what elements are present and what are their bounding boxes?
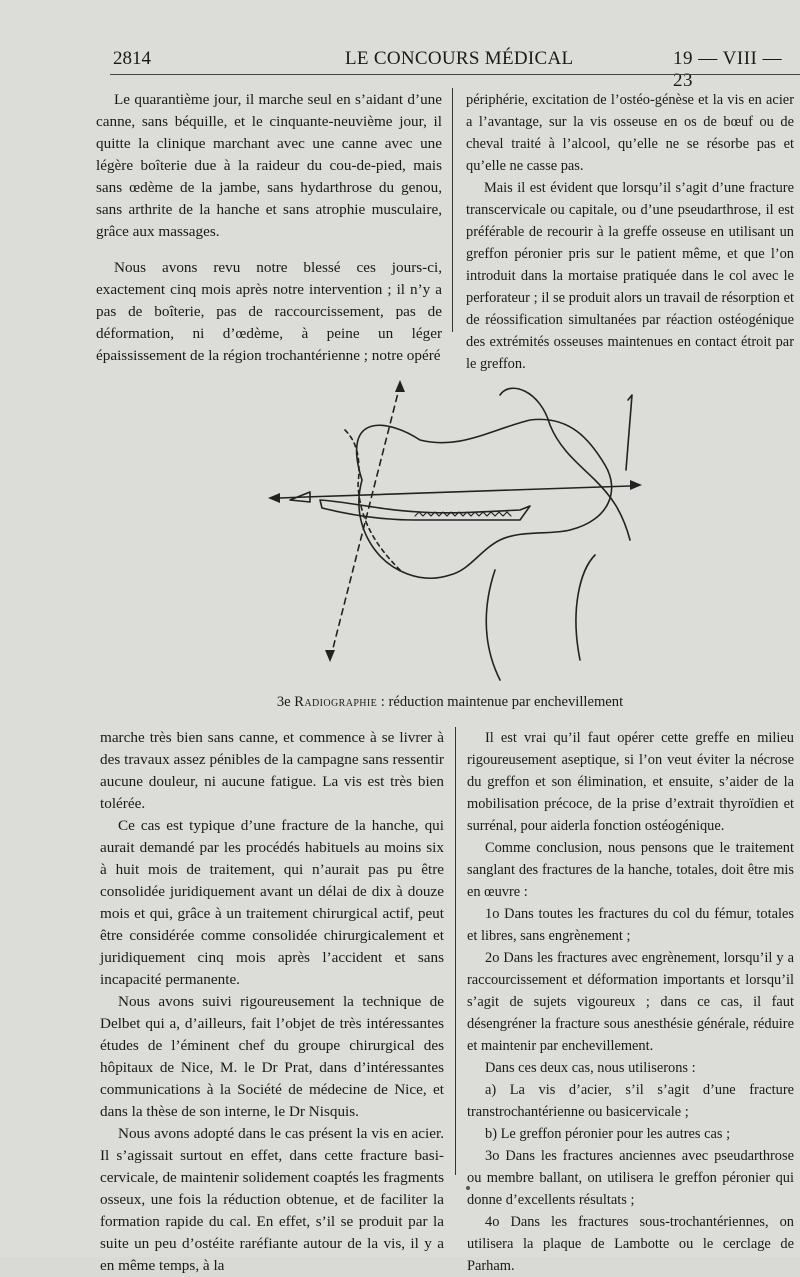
- ink-dot: [466, 1186, 470, 1190]
- screw-thread: [320, 500, 530, 520]
- paragraph: Comme conclusion, nous pensons que le traitement sanglant des fractures de la hanche, totales, doit être mis en œuvre :: [467, 840, 794, 900]
- list-item: 3o Dans les fractures anciennes avec pseudarthrose ou membre ballant, on utilisera le greffon péronier qui donne d’excellents résultats ;: [467, 1148, 794, 1208]
- femur-head-outline: [357, 419, 612, 578]
- caption-number: 3e: [276, 694, 291, 710]
- paragraph: Mais il est évident que lorsqu’il s’agit d’une fracture transcervicale ou capitale, ou d’une pseudarthrose, il est préférable de recourir à la greffe osseuse en utilisant un greffon péronier pris sur le patient même, et que l’on introduit dans la mortaise pratiquée dans le col avec le perforateur ; il se produit alors un travail de résorption et de réossification simultanées par réaction ostéogénique des extrémités osseuses maintenues en contact étroit par le greffon.: [466, 180, 794, 372]
- paragraph: Nous avons revu notre blessé ces jours-ci, exactement cinq mois après notre intervention ; il n’y a pas de boîterie, pas de raccourcissement, pas de déformation, ni d’œdème, à peine un léger épaississement de la région trochantérienne ; notre opéré: [96, 259, 442, 364]
- column-top-left: [96, 89, 442, 367]
- screw-shaft: [305, 486, 630, 497]
- column-bottom-right: [467, 727, 794, 1277]
- paragraph: Le quarantième jour, il marche seul en s’aidant d’une canne, sans béquille, et le cinquante-neuvième jour, il quitte la clinique marchant avec une canne avec une légère boîterie due à la raideur du cou-de-pied, mais sans œdème de la jambe, sans hydarthrose du genou, sans arthrite de la hanche et sans atrophie musculaire, grâce aux massages.: [96, 91, 442, 240]
- column-bottom-left: [100, 727, 444, 1277]
- issue-date: 19 — VIII — 23: [673, 48, 783, 91]
- list-item: 1o Dans toutes les fractures du col du fémur, totales et libres, sans engrènement ;: [467, 906, 794, 944]
- list-item: a) La vis d’acier, s’il s’agit d’une fracture transtrochantérienne ou basicervicale ;: [467, 1082, 794, 1120]
- list-item: b) Le greffon péronier pour les autres cas ;: [485, 1126, 731, 1142]
- femoral-shaft-left: [486, 570, 500, 680]
- figure-caption: [100, 694, 800, 711]
- arrow-left-head: [268, 493, 280, 503]
- pelvis-outline: [626, 395, 632, 470]
- paragraph: Nous avons suivi rigoureusement la technique de Delbet qui a, d’ailleurs, fait l’objet de très intéressantes études de l’éminent chef du groupe chirurgical des hôpitaux de Nice, M. le Dr Prat, dans d’intéressantes communications à la Société de médecine de Nice, et dans la thèse de son interne, le Dr Nisquis.: [100, 993, 444, 1120]
- page-header: [113, 48, 790, 91]
- paragraph: périphérie, excitation de l’ostéo-génèse et la vis en acier a l’avantage, sur la vis osseuse en os de bœuf ou de cheval traité à l’alcool, qu’elle ne se résorbe pas et qu’elle ne casse pas.: [466, 92, 794, 174]
- header-rule: [110, 74, 800, 75]
- list-item: 2o Dans les fractures avec engrènement, lorsqu’il y a raccourcissement et déformation importants et lorsqu’il s’agit de sujets vigoureux ; dans ce cas, il faut désengréner la fracture sous anesthésie générale, réduire et maintenir par enchevillement.: [467, 950, 794, 1054]
- radiograph-sketch-icon: [250, 370, 680, 700]
- paragraph: Ce cas est typique d’une fracture de la hanche, qui aurait demandé par les procédés habituels au moins six à huit mois de traitement, qui n’aurait pas pu être consolidée juridiquement avant un délai de dix à douze mois et qui, grâce à un traitement chirurgical actif, peut être considérée comme consolidée chirurgicalement et juridiquement cinq mois après l’accident et sans incapacité permanente.: [100, 817, 444, 988]
- paragraph: Nous avons adopté dans le cas présent la vis en acier. Il s’agissait surtout en effet, dans cette fracture basi-cervicale, de maintenir solidement coaptés les fragments osseux, une fois la réduction obtenue, et de faciliter la formation rapide du cal. En effet, s’il se produit par la suite un peu d’ostéite raréfiante autour de la vis, il y a en même temps, à la: [100, 1125, 444, 1274]
- arrow-down-head: [325, 650, 335, 662]
- arrow-up-head: [395, 380, 405, 392]
- paragraph: Dans ces deux cas, nous utiliserons :: [485, 1060, 696, 1076]
- column-rule: [452, 88, 453, 332]
- caption-text: : réduction maintenue par enchevillement: [377, 694, 624, 710]
- fracture-line: [345, 430, 400, 570]
- paragraph: marche très bien sans canne, et commence à se livrer à des travaux assez pénibles de la campagne sans ressentir aucune douleur, ni aucune fatigue. La vis est très bien tolérée.: [100, 729, 444, 812]
- paragraph: Il est vrai qu’il faut opérer cette greffe en milieu rigoureusement aseptique, si l’on veut éviter la nécrose du greffon et son élimination, et ensuite, s’aider de la mobilisation précoce, de la prise d’extrait thyroïdien et surrénal, pour aiderla fonction ostéogénique.: [467, 730, 794, 834]
- list-item: 4o Dans les fractures sous-trochantériennes, on utilisera la plaque de Lambotte ou le cerclage de Parham.: [467, 1214, 794, 1274]
- arrow-right-head: [630, 480, 642, 490]
- journal-title: LE CONCOURS MÉDICAL: [345, 48, 574, 69]
- page-number: 2814: [113, 48, 151, 69]
- caption-label: Radiographie: [294, 694, 378, 710]
- femoral-shaft-right: [576, 555, 595, 660]
- column-rule: [455, 727, 456, 1175]
- greater-trochanter-outline: [500, 388, 630, 540]
- column-top-right: [466, 89, 794, 375]
